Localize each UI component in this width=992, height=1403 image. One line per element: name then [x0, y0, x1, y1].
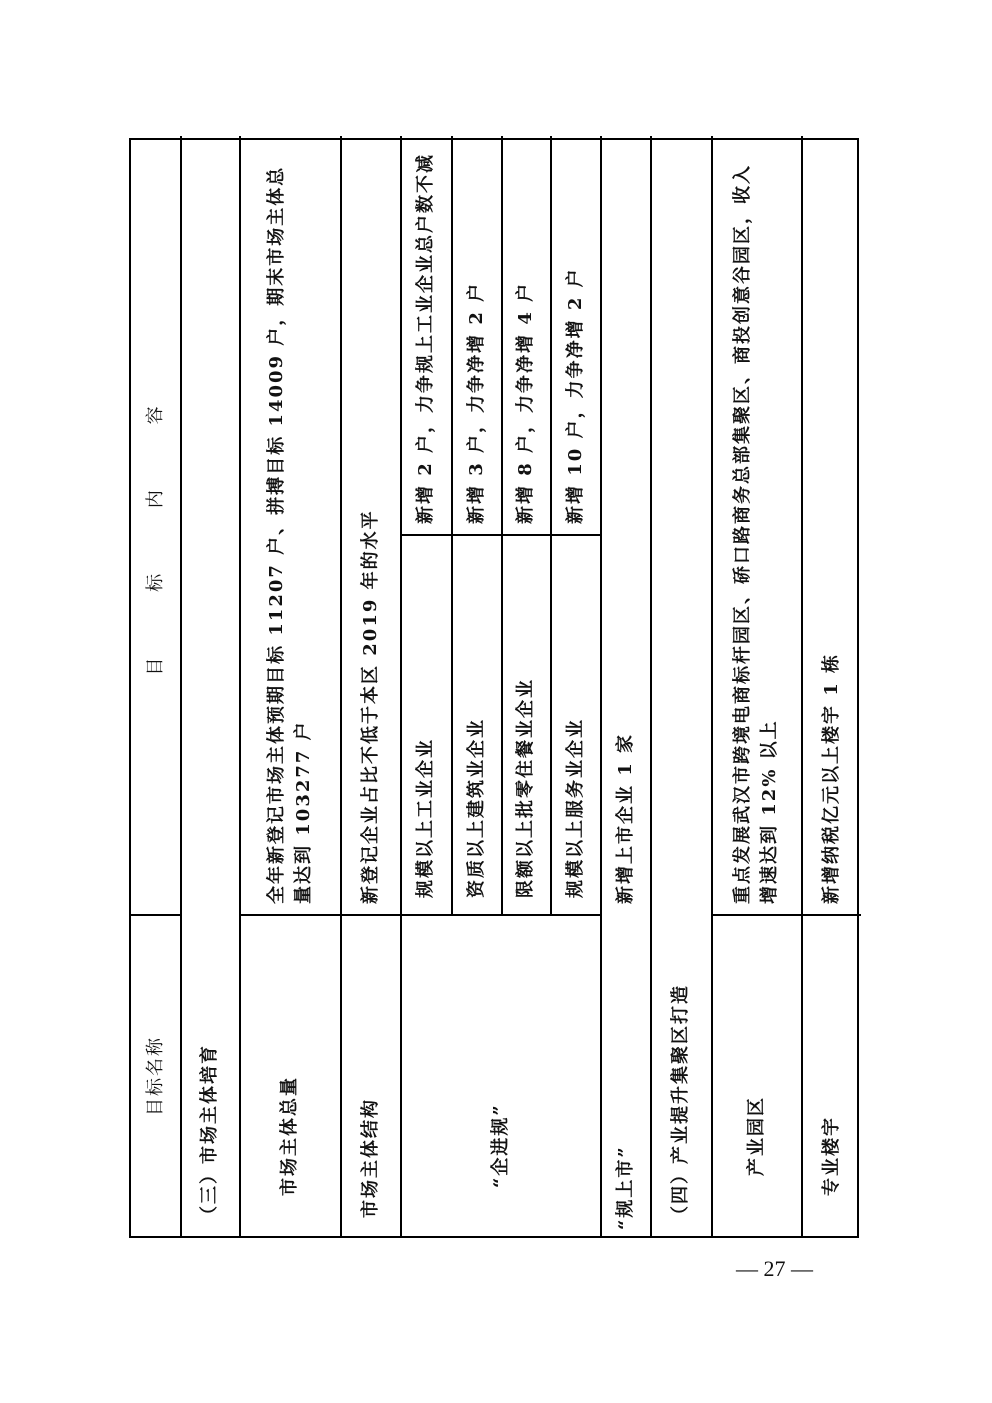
sub-target: 新增 10 户，力争净增 2 户	[564, 267, 586, 524]
row-content-market-structure: 新登记企业占比不低于本区 2019 年的水平	[359, 509, 381, 904]
row-name-industrial-park: 产业园区	[745, 1096, 767, 1176]
row-content-office-building: 新增纳税亿元以上楼宇 1 栋	[820, 652, 842, 904]
sub-type: 限额以上批零住餐业企业	[515, 678, 536, 898]
header-name: 目标名称	[145, 1036, 166, 1116]
row-name-enterprise-upgrade: “企进规”	[489, 1103, 511, 1188]
rotated-table-container	[129, 138, 859, 1238]
sub-type: 规模以上工业企业	[415, 738, 436, 898]
header-content: 目 标 内 容	[145, 376, 166, 676]
sub-type: 规模以上服务业企业	[564, 718, 586, 898]
page-number: — 27 —	[736, 1256, 813, 1281]
row-content-market-total: 全年新登记市场主体预期目标 11207 户、拼搏目标 14009 户，期末市场主体总量达到 103277 户	[265, 165, 314, 904]
target-table	[129, 138, 859, 1238]
sub-type: 资质以上建筑业企业	[465, 718, 487, 898]
sub-target: 新增 8 户，力争净增 4 户	[515, 281, 536, 524]
row-name-office-building: 专业楼宇	[820, 1116, 842, 1196]
row-name-market-total: 市场主体总量	[279, 1076, 300, 1196]
sub-target: 新增 3 户，力争净增 2 户	[465, 281, 487, 524]
section-title-industry-cluster: （四）产业提升集聚区打造	[670, 984, 691, 1224]
row-content-industrial-park: 重点发展武汉市跨境电商标杆园区、硚口路商务总部集聚区、商投创意谷园区，收入增速达到 12% 以上	[732, 164, 780, 904]
row-name-market-structure: 市场主体结构	[359, 1098, 381, 1218]
row-name-listing: “规上市”	[614, 1145, 636, 1230]
row-content-listing: 新增上市企业 1 家	[614, 732, 636, 904]
section-title-market-entity: （三）市场主体培育	[199, 1044, 220, 1224]
sub-target: 新增 2 户，力争规上工业企业总户数不减	[414, 152, 436, 524]
